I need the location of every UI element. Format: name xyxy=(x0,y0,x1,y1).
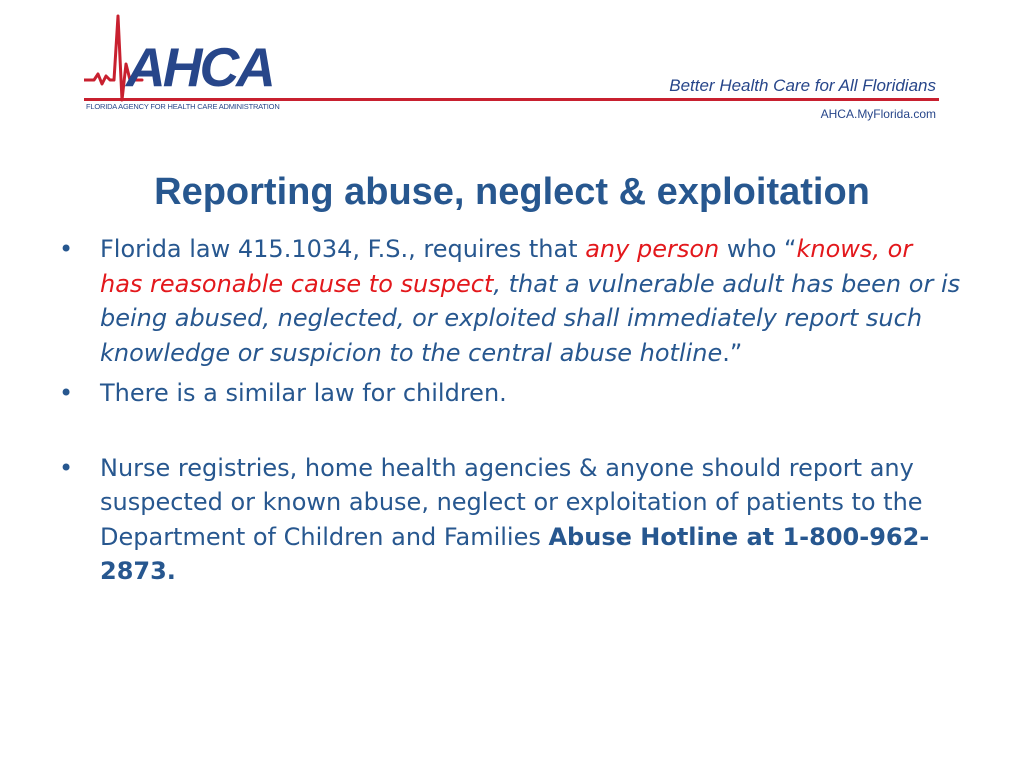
law-intro-text: Florida law 415.1034, F.S., requires that xyxy=(100,235,586,263)
close-quote: .” xyxy=(722,338,743,367)
bullet-list xyxy=(57,232,962,589)
bullet-item-children-law xyxy=(57,376,962,411)
header-site-url: AHCA.MyFlorida.com xyxy=(820,107,936,121)
open-quote: “ xyxy=(784,235,797,263)
logo-subtitle: FLORIDA AGENCY FOR HEALTH CARE ADMINISTRATION xyxy=(86,102,280,111)
report-text: Nurse registries, home health agencies & anyone should report any suspected or known abuse, neglect or exploitation of patients to the Department of Children and Families xyxy=(100,453,923,551)
hotline-number: Abuse Hotline at 1-800-962-2873. xyxy=(100,522,930,585)
bullet-item-florida-law xyxy=(57,232,962,370)
children-law-text: There is a similar law for children. xyxy=(100,379,507,407)
slide-title: Reporting abuse, neglect & exploitation xyxy=(154,171,870,214)
who-text: who xyxy=(719,235,777,263)
any-person-emphasis: any person xyxy=(585,235,720,263)
knows-suspect-emphasis: knows, or has reasonable cause to suspect xyxy=(100,235,913,298)
bullet-marker: • xyxy=(59,453,74,482)
bullet-item-report-hotline xyxy=(57,451,962,589)
bullet-marker: • xyxy=(59,379,74,407)
law-quote-text: , that a vulnerable adult has been or is being abused, neglected, or exploited shall immediately report such knowledge or suspicion to the central abuse hotline xyxy=(100,269,961,367)
slide-header xyxy=(0,0,1024,130)
bullet-marker: • xyxy=(59,235,74,263)
logo-wordmark: AHCA xyxy=(126,36,273,98)
header-tagline: Better Health Care for All Floridians xyxy=(669,76,936,95)
header-divider xyxy=(84,98,939,101)
